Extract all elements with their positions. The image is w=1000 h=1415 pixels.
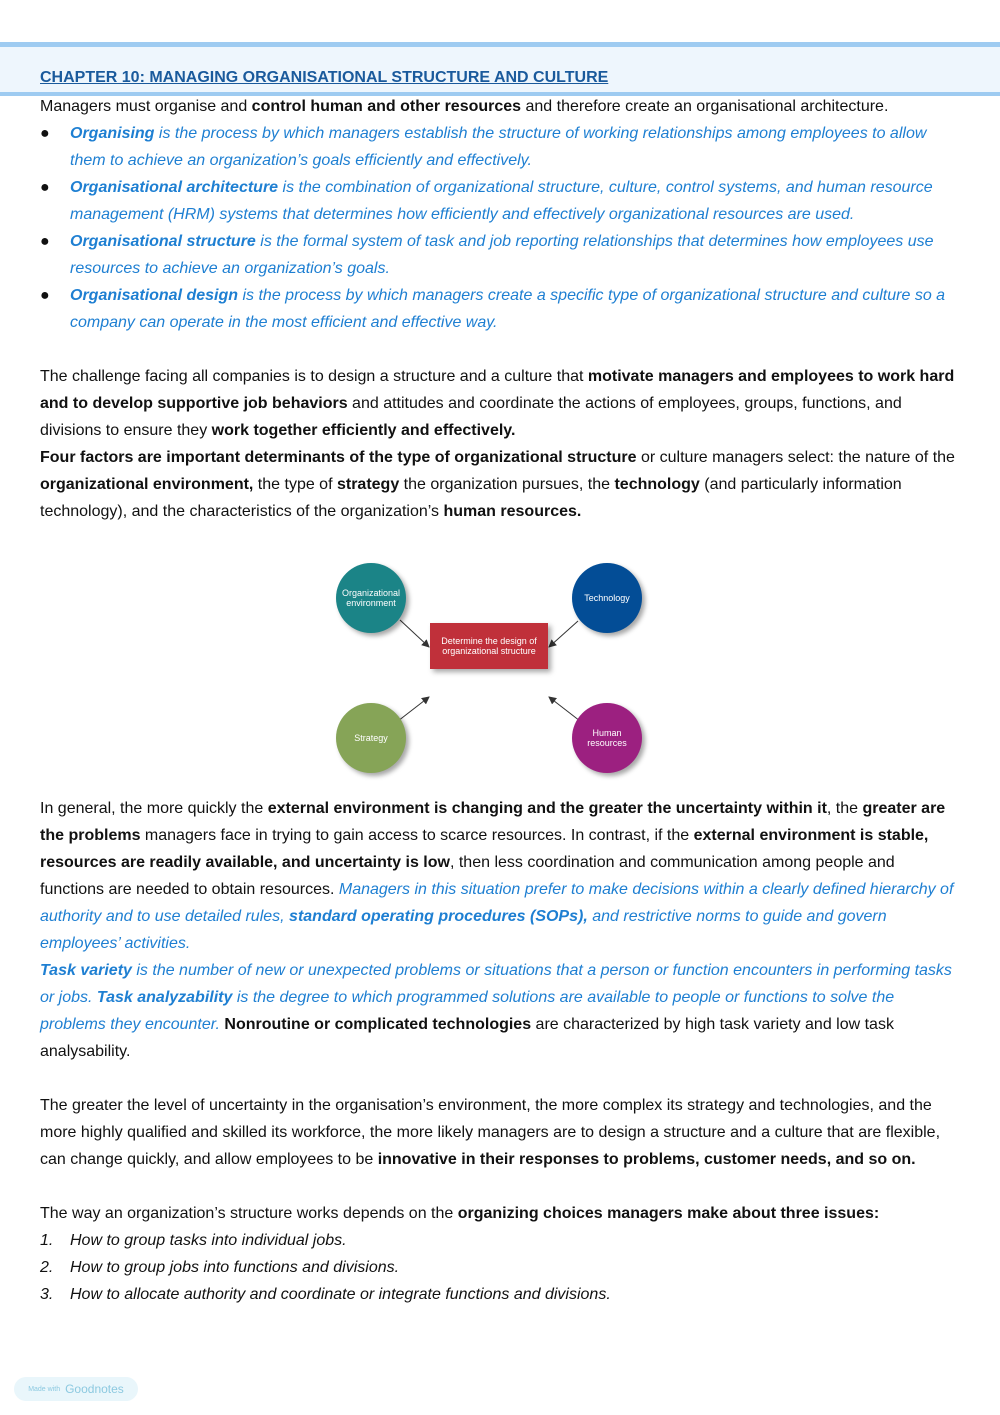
node-strategy: Strategy bbox=[336, 703, 406, 773]
definition-text: is the combination of organizational structure, culture, control systems, and human resource management (HRM) systems that determines how efficiently and effectively organizational resources are used. bbox=[70, 179, 933, 223]
page-title: CHAPTER 10: MANAGING ORGANISATIONAL STRUCTURE AND CULTURE bbox=[40, 69, 609, 86]
issue-item: 2. How to group jobs into functions and divisions. bbox=[40, 1259, 400, 1276]
definition-item bbox=[40, 282, 962, 336]
bullet-icon: ● bbox=[40, 233, 50, 250]
uncertainty-paragraph: The greater the level of uncertainty in the organisation’s environment, the more complex its strategy and technologies, and the more highly qualified and skilled its workforce, the more likely managers are to design a structure and a culture that are flexible, can change quickly, and allow employees to be innovative in their responses to problems, customer needs, and so on. bbox=[40, 1097, 941, 1168]
factors-paragraph: Four factors are important determinants of the type of organizational structure or culture managers select: the nature of the organizational environment, the type of strategy the organization pursues, the technology (and particularly information technology), and the characteristics of the organization’s human resources. bbox=[40, 449, 955, 520]
node-technology: Technology bbox=[572, 563, 642, 633]
goodnotes-badge: Made with Goodnotes bbox=[14, 1377, 138, 1401]
challenge-paragraph: The challenge facing all companies is to design a structure and a culture that motivate managers and employees to work hard and to develop supportive job behaviors and attitudes and coordinate the actions of employees, groups, functions, and divisions to ensure they work together efficiently and effectively. bbox=[40, 368, 955, 439]
environment-paragraph: In general, the more quickly the external environment is changing and the greater the uncertainty within it, the greater are the problems managers face in trying to gain access to scarce resources. In contrast, if the external environment is stable, resources are readily available, and uncertainty is low, then less coordination and communication among people and functions are needed to obtain resources. Managers in this situation prefer to make decisions within a clearly defined hierarchy of authority and to use detailed rules, standard operating procedures (SOPs), and restrictive norms to guide and govern employees’ activities. bbox=[40, 800, 954, 952]
structure-determinants-diagram bbox=[40, 525, 962, 795]
intro-paragraph: Managers must organise and control human and other resources and therefore create an organisational architecture. bbox=[40, 98, 889, 115]
node-design-of-structure: Determine the design of organizational structure bbox=[430, 623, 548, 669]
arrow-environment bbox=[400, 620, 429, 647]
definition-item bbox=[40, 120, 962, 174]
document-body bbox=[40, 93, 962, 1308]
definitions-list bbox=[40, 120, 962, 336]
definition-term: Organising bbox=[70, 125, 155, 142]
bullet-icon: ● bbox=[40, 179, 50, 196]
bullet-icon: ● bbox=[40, 125, 50, 142]
definition-text: is the formal system of task and job reporting relationships that determines how employees use resources to achieve an organization’s goals. bbox=[70, 233, 934, 277]
definition-item bbox=[40, 228, 962, 282]
issues-list bbox=[40, 1227, 962, 1308]
definition-text: is the process by which managers establish the structure of working relationships among employees to allow them to achieve an organization’s goals efficiently and effectively. bbox=[70, 125, 927, 169]
definition-term: Organisational structure bbox=[70, 233, 256, 250]
arrow-human-resources bbox=[549, 697, 580, 721]
definition-text: is the process by which managers create a specific type of organizational structure and culture so a company can operate in the most efficient and effective way. bbox=[70, 287, 946, 331]
node-human-resources: Human resources bbox=[572, 703, 642, 773]
arrow-strategy bbox=[398, 697, 429, 721]
issue-item: 3. How to allocate authority and coordinate or integrate functions and divisions. bbox=[40, 1286, 611, 1303]
arrow-technology bbox=[549, 621, 578, 647]
issue-item: 1. How to group tasks into individual jobs. bbox=[40, 1232, 347, 1249]
task-paragraph: Task variety is the number of new or unexpected problems or situations that a person or function encounters in performing tasks or jobs. Task analyzability is the degree to which programmed solutions are available to people or functions to solve the problems they encounter. Nonroutine or complicated technologies are characterized by high task variety and low task analysability. bbox=[40, 962, 952, 1060]
definition-term: Organisational architecture bbox=[70, 179, 279, 196]
bullet-icon: ● bbox=[40, 287, 50, 304]
structure-paragraph: The way an organization’s structure works depends on the organizing choices managers make about three issues: bbox=[40, 1205, 880, 1222]
definition-term: Organisational design bbox=[70, 287, 239, 304]
definition-item bbox=[40, 174, 962, 228]
node-organizational-environment: Organizational environment bbox=[336, 563, 406, 633]
